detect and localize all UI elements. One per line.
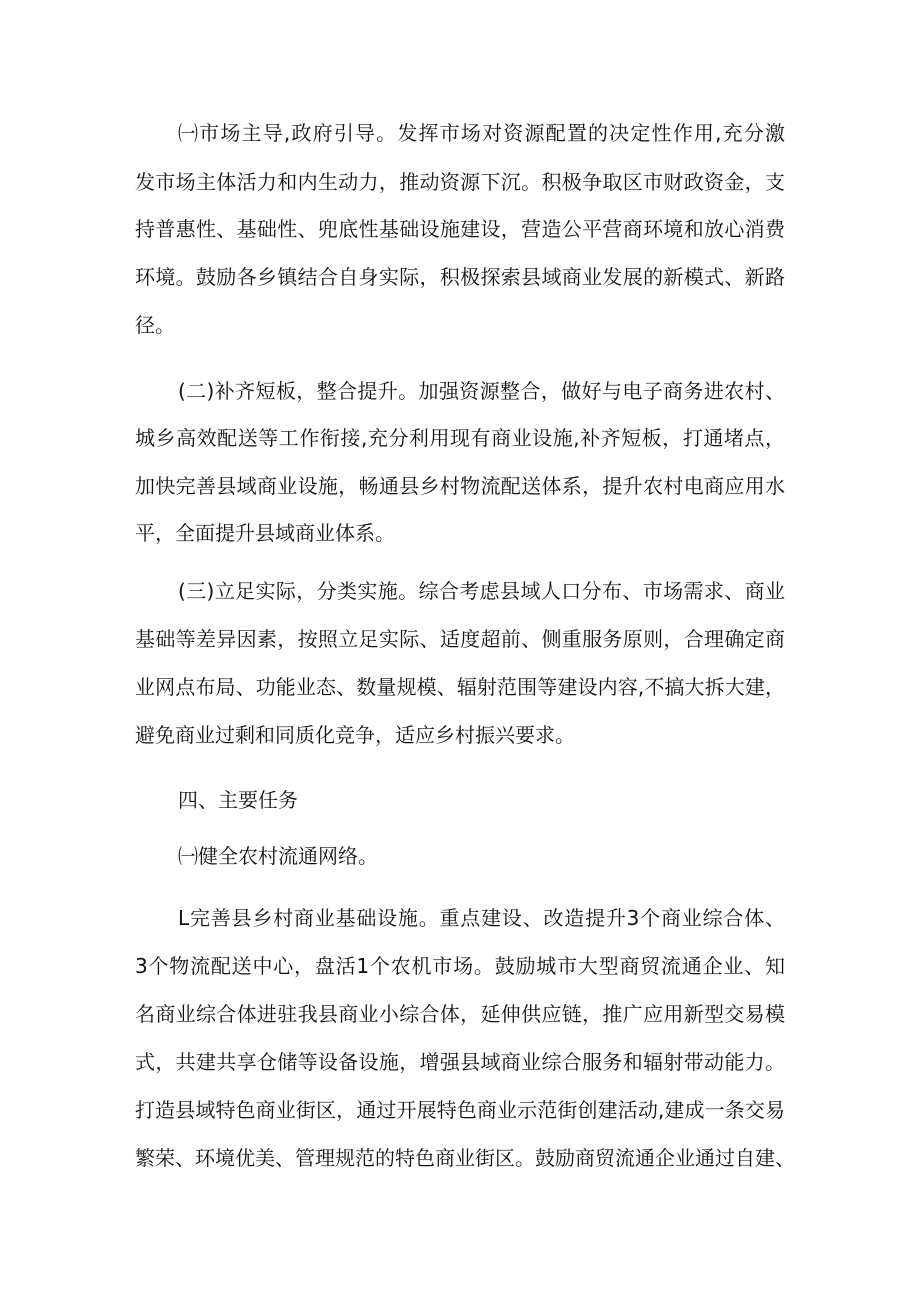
text-line: 发市场主体活力和内生动力，推动资源下沉。积极争取区市财政资金，支 [135,170,785,194]
text-line: 3个物流配送中心，盘活1个农机市场。鼓励城市大型商贸流通企业、知 [135,954,785,978]
text-line: L完善县乡村商业基础设施。重点建设、改造提升3个商业综合体、 [178,906,785,930]
text-line: ㈠健全农村流通网络。 [178,844,378,868]
text-line: 持普惠性、基础性、兜底性基础设施建设，营造公平营商环境和放心消费 [135,217,785,241]
text-line: 城乡高效配送等工作衔接,充分利用现有商业设施,补齐短板，打通堵点， [135,426,785,450]
text-line: (三)立足实际，分类实施。综合考虑县域人口分布、市场需求、商业 [178,579,785,603]
text-line: 繁荣、环境优美、管理规范的特色商业街区。鼓励商贸流通企业通过自建、 [135,1146,795,1170]
text-line: 加快完善县域商业设施，畅通县乡村物流配送体系，提升农村电商应用水 [135,474,785,498]
text-line: 打造县域特色商业街区，通过开展特色商业示范街创建活动,建成一条交易 [135,1098,785,1122]
text-line: 式，共建共享仓储等设备设施，增强县域商业综合服务和辐射带动能力。 [135,1050,785,1074]
text-line: 业网点布局、功能业态、数量规模、辐射范围等建设内容,不搞大拆大建， [135,675,785,699]
text-line: 四、主要任务 [178,788,298,812]
text-line: 名商业综合体进驻我县商业小综合体，延伸供应链，推广应用新型交易模 [135,1002,785,1026]
text-line: 径。 [135,313,175,337]
text-line: ㈠市场主导,政府引导。发挥市场对资源配置的决定性作用,充分激 [178,121,785,145]
text-line: 环境。鼓励各乡镇结合自身实际，积极探索县域商业发展的新模式、新路 [135,265,785,289]
text-line: 避免商业过剩和同质化竞争，适应乡村振兴要求。 [135,723,575,747]
text-line: 基础等差异因素，按照立足实际、适度超前、侧重服务原则，合理确定商 [135,627,785,651]
text-line: 平，全面提升县域商业体系。 [135,521,395,545]
text-line: (二)补齐短板，整合提升。加强资源整合，做好与电子商务进农村、 [178,379,785,403]
